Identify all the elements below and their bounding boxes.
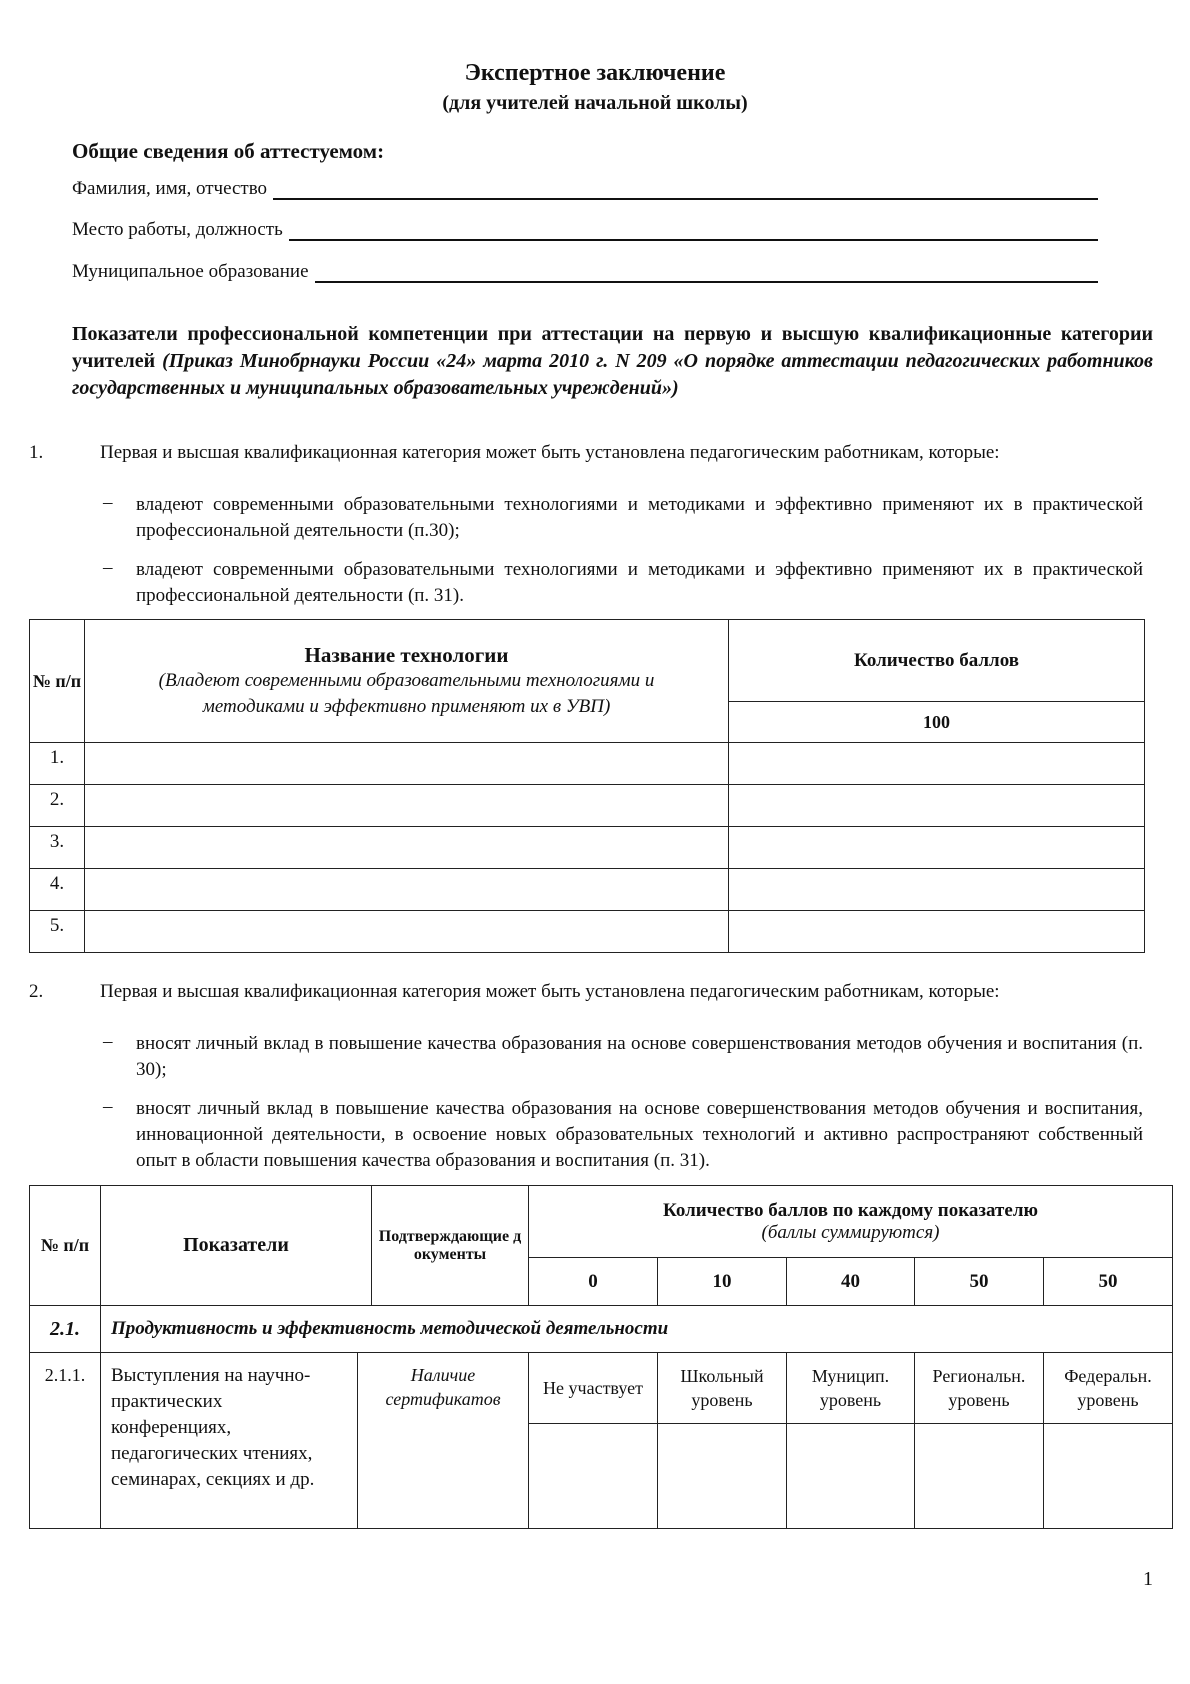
col-num-header: № п/п xyxy=(30,1186,101,1306)
row-num: 2.1.1. xyxy=(30,1353,101,1529)
points-cell[interactable] xyxy=(729,869,1145,911)
dash-icon: – xyxy=(103,1031,113,1052)
section1-bullet: владеют современными образовательными технологиями и методиками и эффективно применяют их в практической профессиональной деятельности (п.30); xyxy=(136,494,1143,541)
row-num: 5. xyxy=(30,911,85,953)
level-label: Не участвует xyxy=(529,1353,658,1424)
col-docs-header: Подтверждающие документы xyxy=(372,1186,529,1306)
dash-icon: – xyxy=(103,1096,113,1117)
col-name-note: (Владеют современными образовательными технологиями и методиками и эффективно применяют их в УВП) xyxy=(158,669,655,717)
row-num: 2. xyxy=(30,785,85,827)
row-num: 1. xyxy=(30,743,85,785)
municipality-line[interactable] xyxy=(315,263,1098,283)
section2-body: Первая и высшая квалификационная категория может быть установлена педагогическим работникам, которые: xyxy=(100,981,1000,1002)
indicators-order: (Приказ Минобрнауки России «24» марта 2010 г. N 209 «О порядке аттестации педагогических работников государственных и муниципальных образовательных учреждений») xyxy=(72,350,1153,399)
indicators-table xyxy=(29,1185,1173,1529)
doc-subtitle: (для учителей начальной школы) xyxy=(442,92,748,114)
workplace-field[interactable] xyxy=(72,219,1098,241)
technology-cell[interactable] xyxy=(85,785,729,827)
section1-bullet: владеют современными образовательными технологиями и методиками и эффективно применяют их в практической профессиональной деятельности (п. 31). xyxy=(136,559,1143,606)
group-num: 2.1. xyxy=(30,1306,101,1353)
technology-cell[interactable] xyxy=(85,827,729,869)
technology-cell[interactable] xyxy=(85,743,729,785)
col-points-title: Количество баллов по каждому показателю xyxy=(662,1199,1038,1221)
workplace-line[interactable] xyxy=(289,221,1098,241)
section1-text xyxy=(29,440,1143,466)
fio-label: Фамилия, имя, отчество xyxy=(72,178,268,199)
score-cell[interactable] xyxy=(915,1424,1044,1529)
dash-icon: – xyxy=(103,492,113,513)
score-header: 50 xyxy=(1044,1258,1173,1306)
municipality-label: Муниципальное образование xyxy=(72,261,309,282)
row-num: 3. xyxy=(30,827,85,869)
col-points-header xyxy=(529,1186,1173,1258)
points-cell[interactable] xyxy=(729,785,1145,827)
level-label: Муницип. уровень xyxy=(787,1353,915,1424)
level-label: Федеральн. уровень xyxy=(1044,1353,1173,1424)
technology-cell[interactable] xyxy=(85,869,729,911)
points-cell[interactable] xyxy=(729,911,1145,953)
indicators-bold: Показатели профессиональной компетенции при аттестации на первую и высшую квалификационные категории учителей xyxy=(72,323,1153,372)
score-cell[interactable] xyxy=(1044,1424,1173,1529)
level-label: Региональн. уровень xyxy=(915,1353,1044,1424)
section2-text xyxy=(29,979,1143,1005)
docs-text: Наличие сертификатов xyxy=(358,1353,529,1529)
section1-num: 1. xyxy=(29,442,44,463)
points-cell[interactable] xyxy=(729,827,1145,869)
technology-table xyxy=(29,619,1145,953)
score-cell[interactable] xyxy=(787,1424,915,1529)
score-header: 50 xyxy=(915,1258,1044,1306)
col-points-header: Количество баллов xyxy=(729,620,1145,702)
section2-bullet: вносят личный вклад в повышение качества образования на основе совершенствования методов обучения и воспитания (п. 30); xyxy=(136,1033,1143,1080)
technology-cell[interactable] xyxy=(85,911,729,953)
col-name-header xyxy=(85,620,729,743)
workplace-label: Место работы, должность xyxy=(72,219,283,240)
col-name-title: Название технологии xyxy=(304,642,509,667)
score-cell[interactable] xyxy=(529,1424,658,1529)
points-value: 100 xyxy=(729,702,1145,743)
indicators-paragraph xyxy=(72,321,1153,402)
municipality-field[interactable] xyxy=(72,261,1098,283)
points-cell[interactable] xyxy=(729,743,1145,785)
col-indicators-header: Показатели xyxy=(101,1186,372,1306)
row-num: 4. xyxy=(30,869,85,911)
indicator-text: Выступления на научно-практических конференциях, педагогических чтениях, семинарах, секциях и др. xyxy=(101,1353,358,1529)
general-heading: Общие сведения об аттестуемом: xyxy=(72,139,385,163)
score-header: 0 xyxy=(529,1258,658,1306)
score-header: 40 xyxy=(787,1258,915,1306)
score-cell[interactable] xyxy=(658,1424,787,1529)
score-header: 10 xyxy=(658,1258,787,1306)
fio-line[interactable] xyxy=(273,180,1098,200)
doc-title: Экспертное заключение xyxy=(464,60,726,86)
fio-field[interactable] xyxy=(72,178,1098,200)
page-number: 1 xyxy=(1143,1568,1153,1590)
col-num-header: № п/п xyxy=(30,620,85,743)
section2-num: 2. xyxy=(29,981,44,1002)
section1-body: Первая и высшая квалификационная категория может быть установлена педагогическим работникам, которые: xyxy=(100,442,1000,463)
col-points-note: (баллы суммируются) xyxy=(761,1221,940,1243)
level-label: Школьный уровень xyxy=(658,1353,787,1424)
dash-icon: – xyxy=(103,557,113,578)
group-title: Продуктивность и эффективность методической деятельности xyxy=(101,1306,1173,1353)
section2-bullet: вносят личный вклад в повышение качества образования на основе совершенствования методов обучения и воспитания, инновационной деятельности, в освоение новых образовательных технологий и активно распространяют собственный опыт в области повышения качества образования и воспитания (п. 31). xyxy=(136,1098,1143,1171)
